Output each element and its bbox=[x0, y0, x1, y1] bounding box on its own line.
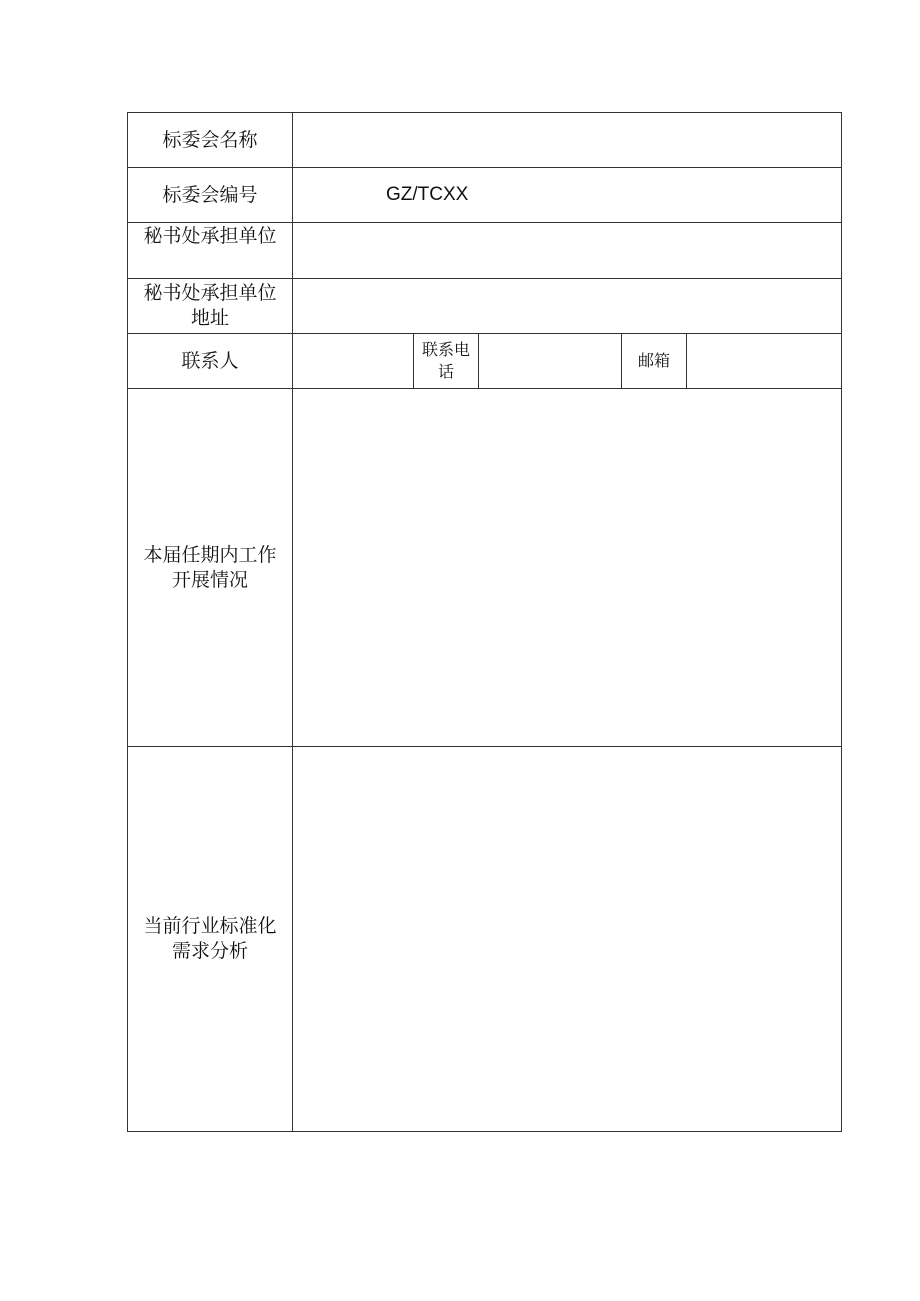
contact-email-label: 邮箱 bbox=[622, 334, 687, 389]
committee-code-row bbox=[128, 168, 842, 223]
committee-name-row bbox=[128, 113, 842, 168]
secretariat-unit-row bbox=[128, 223, 842, 279]
work-progress-label: 本届任期内工作 开展情况 bbox=[128, 389, 293, 747]
contact-row bbox=[128, 334, 842, 389]
secretariat-address-row bbox=[128, 279, 842, 334]
secretariat-unit-label: 秘书处承担单位 bbox=[128, 223, 293, 279]
committee-info-form bbox=[127, 112, 842, 1132]
demand-analysis-field[interactable] bbox=[293, 747, 842, 1132]
demand-analysis-label: 当前行业标准化 需求分析 bbox=[128, 747, 293, 1132]
demand-analysis-row bbox=[128, 747, 842, 1132]
contact-email-field[interactable] bbox=[687, 334, 842, 389]
committee-code-label: 标委会编号 bbox=[128, 168, 293, 223]
contact-person-field[interactable] bbox=[293, 334, 414, 389]
work-progress-row bbox=[128, 389, 842, 747]
contact-phone-field[interactable] bbox=[479, 334, 622, 389]
contact-person-label: 联系人 bbox=[128, 334, 293, 389]
committee-name-field[interactable] bbox=[293, 113, 842, 168]
committee-name-label: 标委会名称 bbox=[128, 113, 293, 168]
secretariat-address-field[interactable] bbox=[293, 279, 842, 334]
secretariat-unit-field[interactable] bbox=[293, 223, 842, 279]
committee-code-value: GZ/TCXX bbox=[386, 184, 469, 205]
work-progress-field[interactable] bbox=[293, 389, 842, 747]
secretariat-address-label: 秘书处承担单位 地址 bbox=[128, 279, 293, 334]
committee-code-field[interactable] bbox=[293, 168, 842, 223]
contact-phone-label: 联系电 话 bbox=[414, 334, 479, 389]
